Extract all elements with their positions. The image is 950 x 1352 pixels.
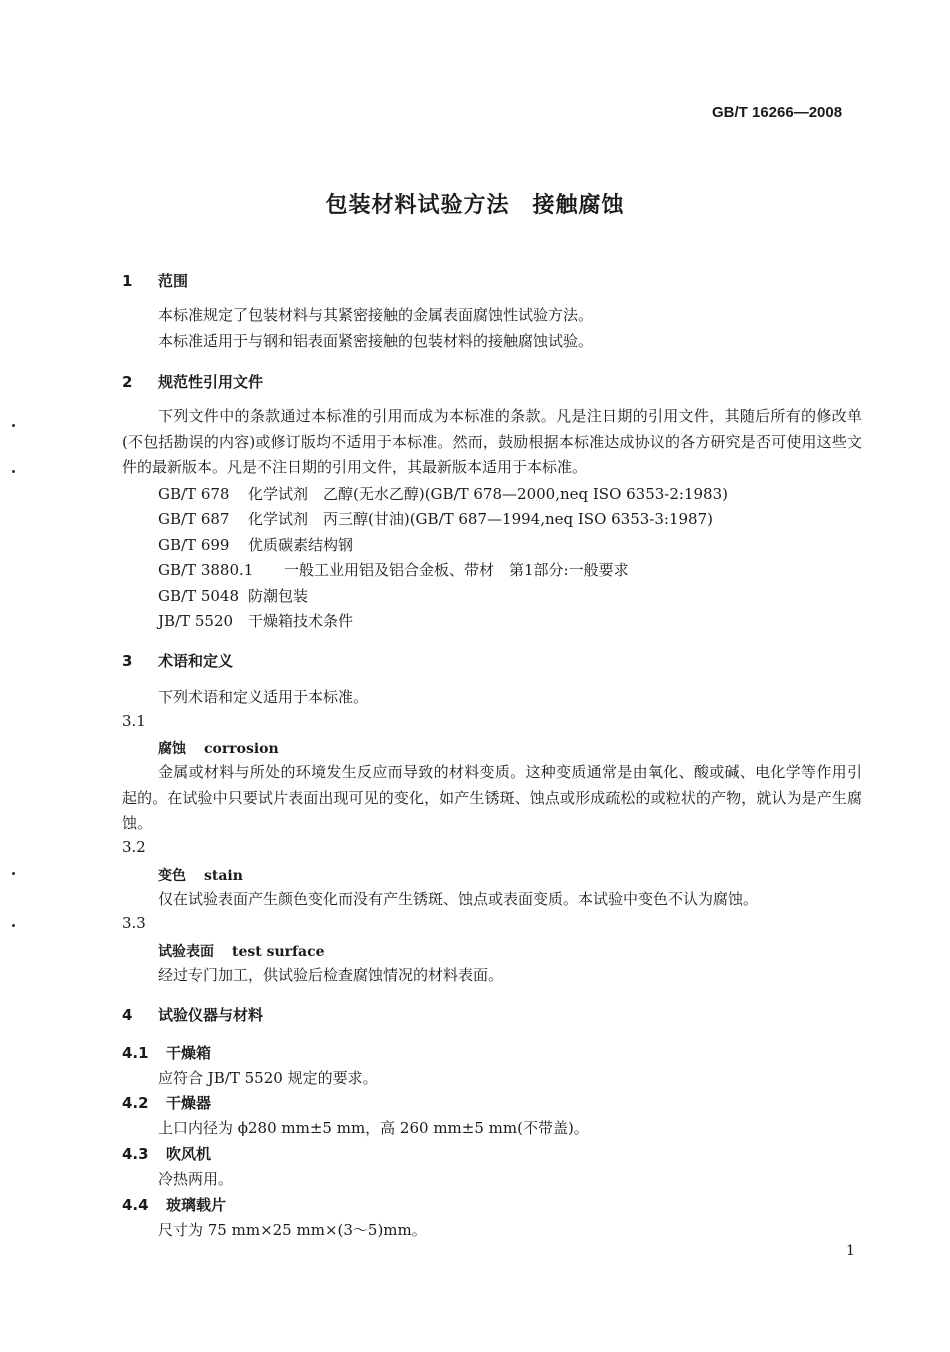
term-number: 3.3 xyxy=(122,914,146,932)
reference-item: GB/T 3880.1 一般工业用铝及铝合金板、带材 第1部分:一般要求 xyxy=(158,561,629,579)
reference-item: GB/T 687 化学试剂 丙三醇(甘油)(GB/T 687—1994,neq ISO 6353-3:1987) xyxy=(158,510,714,528)
reference-item: GB/T 5048 防潮包装 xyxy=(158,587,309,605)
subsection-heading: 4.2 干燥器 xyxy=(122,1094,212,1112)
scan-mark xyxy=(12,924,15,927)
subsection-text: 冷热两用。 xyxy=(158,1170,234,1188)
term-heading: 试验表面 test surface xyxy=(158,944,325,960)
term-number: 3.1 xyxy=(122,712,146,730)
subsection-text: 尺寸为 75 mm×25 mm×(3～5)mm。 xyxy=(158,1221,427,1239)
section-1-paragraph: 本标准规定了包装材料与其紧密接触的金属表面腐蚀性试验方法。 xyxy=(158,306,594,324)
page-title: 包装材料试验方法 接触腐蚀 xyxy=(325,193,625,218)
term-heading: 腐蚀 corrosion xyxy=(158,741,279,757)
section-4-heading: 4 试验仪器与材料 xyxy=(122,1006,264,1024)
term-definition: 经过专门加工，供试验后检查腐蚀情况的材料表面。 xyxy=(158,966,504,984)
scan-mark xyxy=(12,470,15,473)
section-3-heading: 3 术语和定义 xyxy=(122,652,234,670)
standard-code: GB/T 16266—2008 xyxy=(712,104,843,121)
section-3-intro: 下列术语和定义适用于本标准。 xyxy=(158,688,369,706)
subsection-heading: 4.4 玻璃载片 xyxy=(122,1196,227,1214)
subsection-text: 上口内径为 ϕ280 mm±5 mm，高 260 mm±5 mm(不带盖)。 xyxy=(158,1119,589,1137)
reference-item: GB/T 678 化学试剂 乙醇(无水乙醇)(GB/T 678—2000,neq ISO 6353-2:1983) xyxy=(158,485,729,503)
section-2-heading: 2 规范性引用文件 xyxy=(122,373,264,391)
term-heading: 变色 stain xyxy=(158,868,243,884)
subsection-text: 应符合 JB/T 5520 规定的要求。 xyxy=(158,1069,378,1087)
subsection-heading: 4.3 吹风机 xyxy=(122,1145,212,1163)
term-definition: 金属或材料与所处的环境发生反应而导致的材料变质。这种变质通常是由氧化、酸或碱、电化学等作用引起的。在试验中只要试片表面出现可见的变化，如产生锈斑、蚀点或形成疏松的或粒状的产物，就认为是产生腐蚀。 xyxy=(122,763,862,832)
section-1-heading: 1 范围 xyxy=(122,272,189,290)
scan-mark xyxy=(12,424,15,427)
reference-item: JB/T 5520 干燥箱技术条件 xyxy=(158,612,354,630)
page-number: 1 xyxy=(846,1243,855,1259)
section-1-paragraph: 本标准适用于与钢和铝表面紧密接触的包装材料的接触腐蚀试验。 xyxy=(158,332,594,350)
term-definition: 仅在试验表面产生颜色变化而没有产生锈斑、蚀点或表面变质。本试验中变色不认为腐蚀。 xyxy=(158,890,759,908)
scan-mark xyxy=(12,872,15,875)
section-2-intro: 下列文件中的条款通过本标准的引用而成为本标准的条款。凡是注日期的引用文件，其随后所有的修改单(不包括勘误的内容)或修订版均不适用于本标准。然而，鼓励根据本标准达成协议的各方研究是否可使用这些文件的最新版本。凡是不注日期的引用文件，其最新版本适用于本标准。 xyxy=(122,407,862,476)
subsection-heading: 4.1 干燥箱 xyxy=(122,1044,212,1062)
term-number: 3.2 xyxy=(122,838,146,856)
reference-item: GB/T 699 优质碳素结构钢 xyxy=(158,536,354,554)
